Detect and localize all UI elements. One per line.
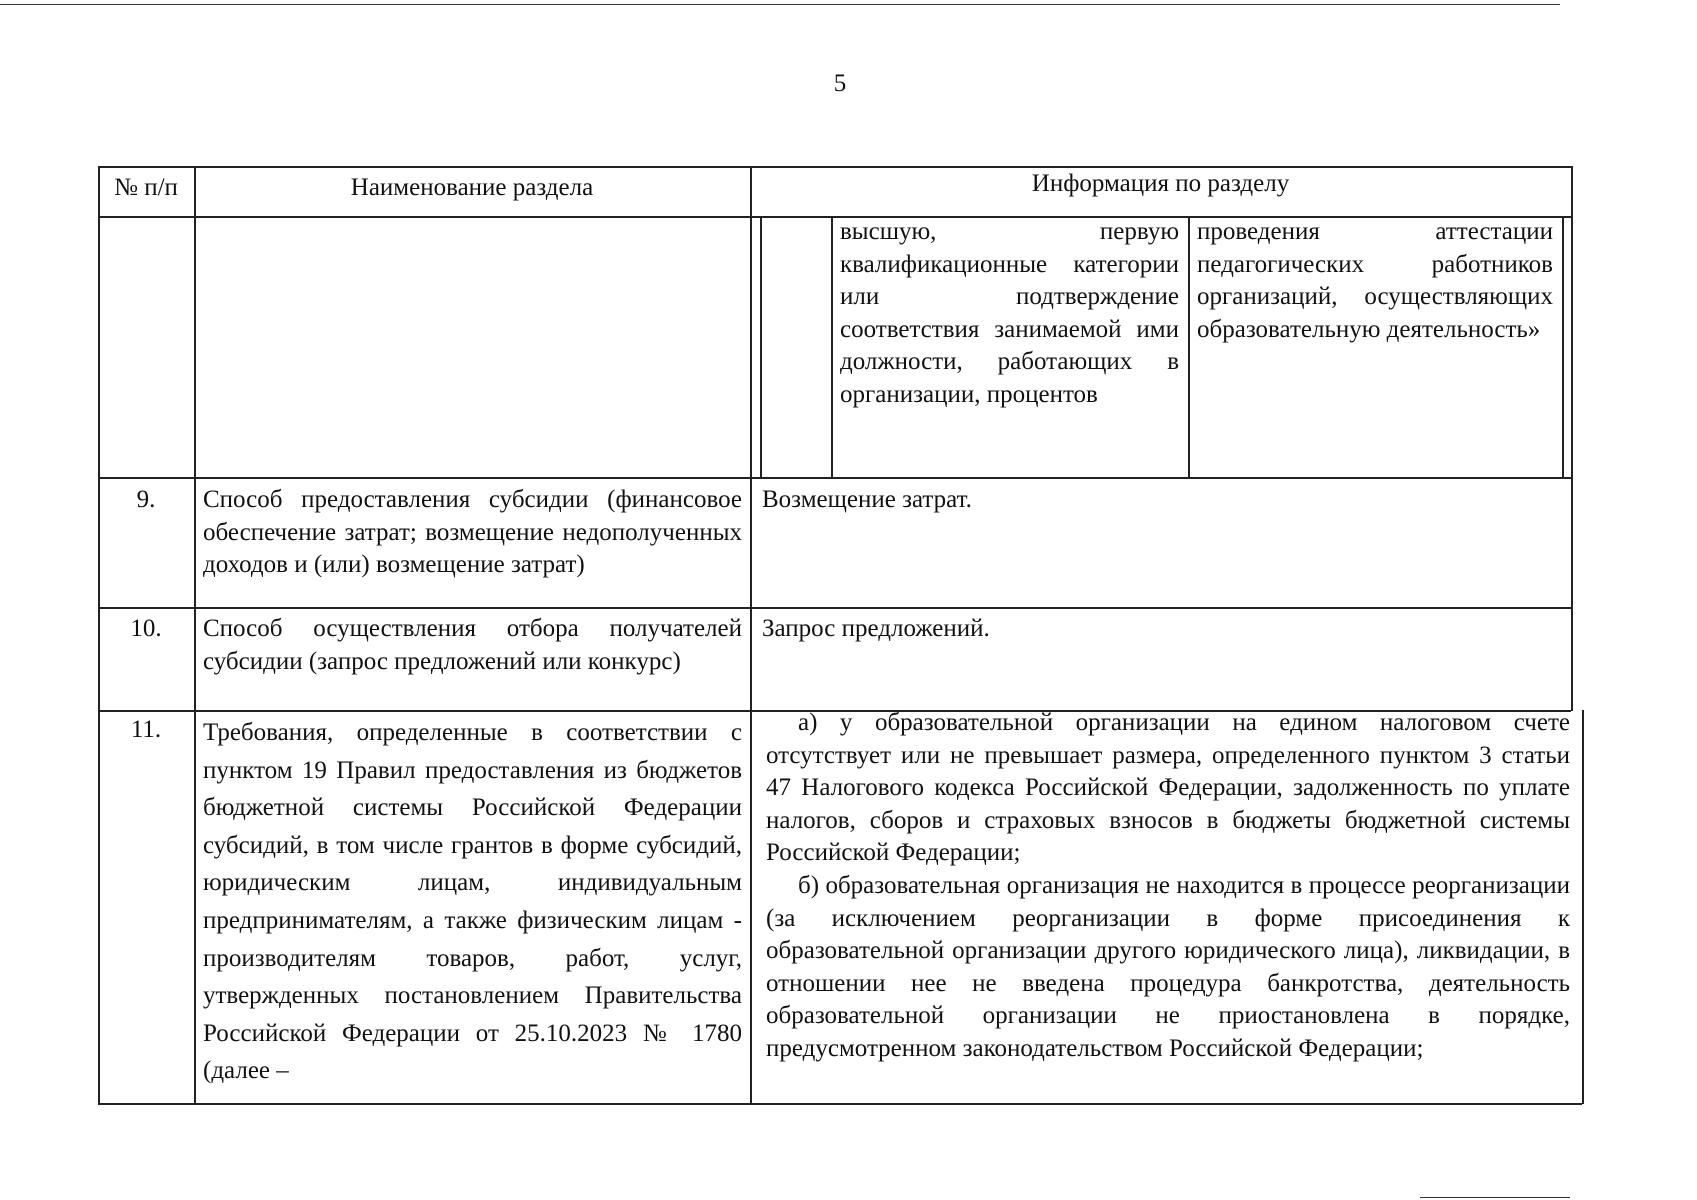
header-col-name: Наименование раздела [350,174,594,201]
row8-nested-right-text: проведения аттестации педагогических работников организаций, осуществляющих образовательную деятельность» [1197,218,1553,343]
page-number: 5 [833,70,847,97]
nested-border-left [760,216,762,477]
row11-number: 11. [130,716,162,743]
table-border-col2 [750,166,752,1104]
table-border-row8-bottom [98,477,1571,479]
top-edge-rule [0,4,1560,5]
nested-border-col1 [831,216,833,477]
row10-name: Способ осуществления отбора получателей субсидии (запрос предложений или конкурс) [203,615,742,675]
header-col-num: № п/п [114,174,178,201]
row9-name: Способ предоставления субсидии (финансовое обеспечение затрат; возмещение недополученных доходов и (или) возмещение затрат) [203,486,742,578]
table-border-col1 [194,166,196,1104]
row10-number: 10. [130,615,162,642]
row11-info-item-b: б) образовательная организация не находится в процессе реорганизации (за исключением реорганизации в форме присоединения к образовательной организации другого юридического лица), ликвидации, в отношении нее не введена процедура банкротства, деятельность образовательной организации не приостановлена в порядке, предусмотренном законодательством Российской Федерации; [766,871,1570,1062]
table-border-right [1571,166,1573,711]
row9-number: 9. [136,486,156,513]
row10-info: Запрос предложений. [762,615,990,642]
table-border-right-lower [1582,710,1584,1104]
row11-name: Требования, определенные в соответствии с пунктом 19 Правил предоставления из бюджетов бюджетной системы Российской Федерации субсидий, в том числе грантов в форме субсидий, юридическим лицам, индивидуальным предпринимателям, а также физическим лицам - производителям товаров, работ, услуг, утвержденных постановлением Правительства Российской Федерации от 25.10.2023 № 1780 (далее – [203,719,742,1085]
row8-nested-middle-text: высшую, первую квалификационные категории или подтверждение соответствия занимаемой ими должности, работающих в организации, процентов [840,218,1179,408]
nested-border-col2 [1188,216,1190,477]
bottom-edge-rule [1420,1197,1570,1198]
row9-info: Возмещение затрат. [762,486,972,513]
header-col-info: Информация по разделу [1031,170,1290,197]
row11-info [766,707,1570,1066]
table-border-row9-bottom [98,607,1571,609]
table-border-bottom [98,1103,1582,1105]
row11-info-item-a: а) у образовательной организации на едином налоговом счете отсутствует или не превышает размера, определенного пунктом 3 статьи 47 Налогового кодекса Российской Федерации, задолженность по уплате налогов, сборов и страховых взносов в бюджеты бюджетной системы Российской Федерации; [766,709,1570,867]
nested-border-right [1562,216,1564,477]
